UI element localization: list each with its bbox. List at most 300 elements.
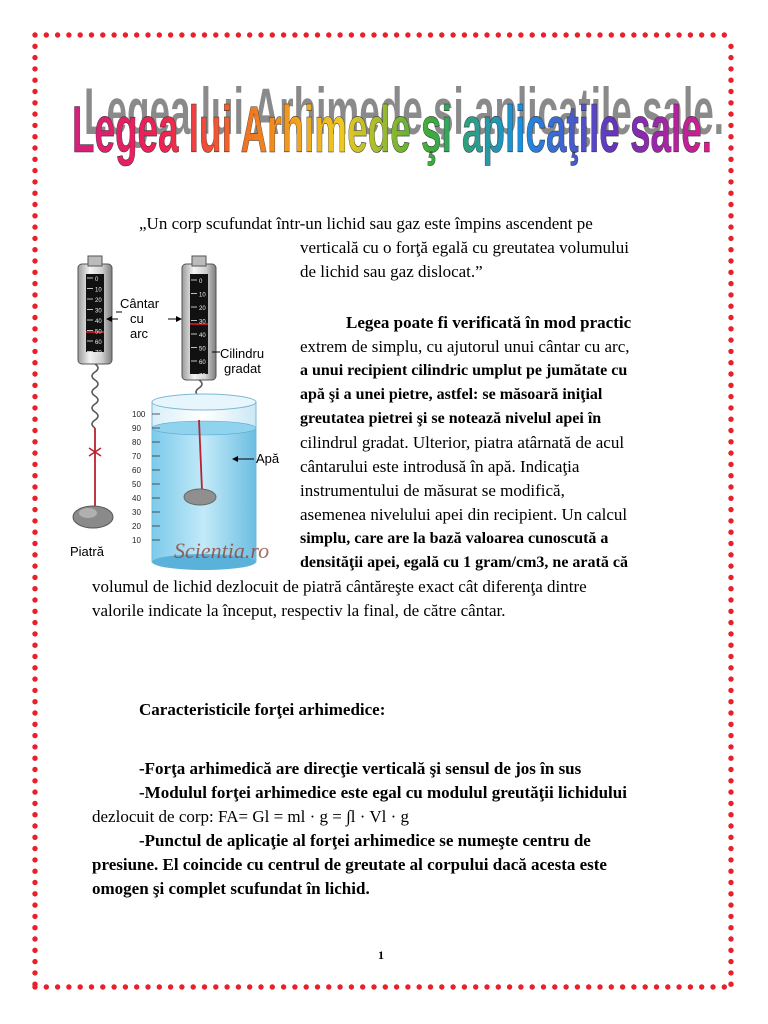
border-dot: [676, 32, 681, 37]
border-dot: [728, 925, 733, 930]
border-dot: [32, 575, 37, 580]
border-dot: [496, 984, 501, 989]
border-dot: [32, 756, 37, 761]
border-dot: [32, 846, 37, 851]
scale-tick-label: 60: [199, 360, 206, 366]
border-dot: [32, 473, 37, 478]
border-dot: [78, 32, 83, 37]
border-dot: [473, 984, 478, 989]
border-dot: [575, 32, 580, 37]
border-dot: [405, 32, 410, 37]
border-dot: [32, 66, 37, 71]
border-dot: [32, 586, 37, 591]
paragraph-line: apă şi a unei pietre, astfel: se măsoară iniţial: [300, 386, 603, 403]
border-dot: [728, 258, 733, 263]
border-dot: [728, 801, 733, 806]
border-dot: [450, 32, 455, 37]
cylinder-tick-label: 30: [132, 508, 141, 517]
border-dot: [349, 984, 354, 989]
border-dot: [473, 32, 478, 37]
paragraph-line: densităţii apei, egală cu 1 gram/cm3, ne arată că: [300, 554, 628, 571]
border-dot: [484, 32, 489, 37]
border-dot: [32, 676, 37, 681]
border-dot: [134, 984, 139, 989]
border-dot: [32, 970, 37, 975]
border-dot: [32, 32, 37, 37]
border-dot: [728, 982, 733, 987]
border-dot: [728, 688, 733, 693]
scale-tick-label: 20: [95, 298, 102, 304]
border-dot: [728, 541, 733, 546]
border-dot: [32, 609, 37, 614]
border-dot: [541, 32, 546, 37]
border-dot: [179, 984, 184, 989]
border-dot: [728, 563, 733, 568]
border-dot: [44, 984, 49, 989]
border-dot: [32, 417, 37, 422]
border-dot: [32, 982, 37, 987]
border-dot: [728, 360, 733, 365]
border-dot: [728, 236, 733, 241]
scale-tick-label: 30: [199, 319, 206, 326]
border-dot: [32, 292, 37, 297]
border-dot: [32, 462, 37, 467]
paragraph-line: asemenea nivelului apei din recipient. Un calcul: [300, 505, 628, 524]
border-dot: [728, 609, 733, 614]
border-dot: [728, 111, 733, 116]
border-dot: [32, 202, 37, 207]
border-dot: [654, 32, 659, 37]
border-dot: [32, 428, 37, 433]
border-dot: [609, 32, 614, 37]
border-dot: [417, 32, 422, 37]
border-dot: [32, 936, 37, 941]
border-dot: [728, 654, 733, 659]
page-title-text: Legea lui Arhimede şi aplicaţile sale.: [72, 92, 713, 166]
border-dot: [258, 32, 263, 37]
border-dot: [728, 224, 733, 229]
border-dot: [32, 55, 37, 60]
border-dot: [728, 145, 733, 150]
border-dot: [728, 168, 733, 173]
border-dot: [32, 258, 37, 263]
border-dot: [89, 32, 94, 37]
border-dot: [55, 984, 60, 989]
border-dot: [349, 32, 354, 37]
border-dot: [32, 439, 37, 444]
border-dot: [360, 32, 365, 37]
border-dot: [462, 984, 467, 989]
border-dot: [32, 450, 37, 455]
border-dot: [586, 984, 591, 989]
border-dot: [728, 326, 733, 331]
border-dot: [32, 337, 37, 342]
border-dot: [728, 914, 733, 919]
border-dot: [643, 984, 648, 989]
border-dot: [728, 959, 733, 964]
border-dot: [699, 32, 704, 37]
border-dot: [32, 100, 37, 105]
border-dot: [496, 32, 501, 37]
cylinder-tick-label: 50: [132, 480, 141, 489]
border-dot: [728, 507, 733, 512]
border-dot: [32, 224, 37, 229]
border-dot: [462, 32, 467, 37]
border-dot: [728, 869, 733, 874]
border-dot: [315, 32, 320, 37]
border-dot: [728, 710, 733, 715]
border-dot: [643, 32, 648, 37]
border-dot: [32, 78, 37, 83]
border-dot: [32, 349, 37, 354]
border-dot: [728, 530, 733, 535]
border-dot: [728, 789, 733, 794]
paragraph-line: cântarului este introdusă în apă. Indicaţia: [300, 457, 580, 476]
border-dot: [439, 32, 444, 37]
scale-tick-label: 50: [199, 346, 206, 353]
border-dot: [394, 984, 399, 989]
border-dot: [728, 620, 733, 625]
border-dot: [32, 123, 37, 128]
border-dot: [32, 213, 37, 218]
quote-line-2: verticală cu o forţă egală cu greutatea volumului: [300, 238, 629, 257]
border-dot: [728, 394, 733, 399]
border-dot: [89, 984, 94, 989]
border-dot: [728, 676, 733, 681]
scale-tick-label: 60: [95, 340, 102, 346]
paragraph-line: a unui recipient cilindric umplut pe jumătate cu: [300, 362, 628, 379]
border-dot: [32, 914, 37, 919]
border-dot: [326, 32, 331, 37]
label-cilindru: Cilindru: [220, 346, 265, 361]
border-dot: [32, 247, 37, 252]
border-dot: [236, 32, 241, 37]
border-dot: [728, 744, 733, 749]
border-dot: [530, 984, 535, 989]
page-number: 1: [378, 948, 384, 962]
border-dot: [32, 552, 37, 557]
border-dot: [32, 902, 37, 907]
border-dot: [191, 984, 196, 989]
border-dot: [224, 984, 229, 989]
border-dot: [728, 846, 733, 851]
border-dot: [728, 733, 733, 738]
border-dot: [728, 665, 733, 670]
border-dot: [597, 984, 602, 989]
border-dot: [32, 484, 37, 489]
border-dot: [631, 32, 636, 37]
border-dot: [315, 984, 320, 989]
border-dot: [304, 984, 309, 989]
border-dot: [728, 371, 733, 376]
border-dot: [722, 32, 727, 37]
scale-tick-label: 40: [95, 319, 102, 325]
border-dot: [32, 530, 37, 535]
border-dot: [728, 699, 733, 704]
border-dot: [575, 984, 580, 989]
border-dot: [32, 145, 37, 150]
border-dot: [337, 984, 342, 989]
scale-tick-label: 0: [95, 277, 99, 283]
label-apa: Apă: [256, 451, 280, 466]
border-dot: [552, 32, 557, 37]
border-dot: [518, 984, 523, 989]
border-dot: [32, 281, 37, 286]
border-dot: [32, 733, 37, 738]
border-dot: [728, 270, 733, 275]
border-dot: [32, 925, 37, 930]
border-dot: [32, 801, 37, 806]
border-dot: [32, 518, 37, 523]
border-dot: [665, 984, 670, 989]
border-dot: [32, 179, 37, 184]
border-dot: [32, 157, 37, 162]
border-dot: [620, 984, 625, 989]
border-dot: [32, 541, 37, 546]
border-dot: [32, 880, 37, 885]
border-dot: [722, 984, 727, 989]
border-dot: [247, 984, 252, 989]
border-dot: [32, 315, 37, 320]
border-dot: [728, 78, 733, 83]
border-dot: [699, 984, 704, 989]
border-dot: [428, 32, 433, 37]
border-dot: [728, 597, 733, 602]
paragraph-line: volumul de lichid dezlocuit de piatră cântăreşte exact cât diferenţa dintre: [92, 577, 587, 596]
border-dot: [32, 496, 37, 501]
border-dot: [728, 575, 733, 580]
border-dot: [32, 597, 37, 602]
border-dot: [728, 428, 733, 433]
border-dot: [55, 32, 60, 37]
border-dot: [32, 371, 37, 376]
border-dot: [111, 32, 116, 37]
border-dot: [728, 315, 733, 320]
border-dot: [179, 32, 184, 37]
border-dot: [728, 417, 733, 422]
border-dot: [270, 984, 275, 989]
border-dot: [111, 984, 116, 989]
svg-text:Legea lui Arhimede şi aplicaţi: Legea lui Arhimede şi aplicaţile sale.: [84, 74, 724, 148]
cylinder-tick-label: 40: [132, 494, 141, 503]
cylinder-tick-label: 90: [132, 424, 141, 433]
label-cantar: arc: [130, 326, 149, 341]
border-dot: [213, 32, 218, 37]
border-dot: [728, 304, 733, 309]
border-dot: [563, 984, 568, 989]
border-dot: [586, 32, 591, 37]
border-dot: [145, 984, 150, 989]
border-dot: [32, 710, 37, 715]
quote-line-3: de lichid sau gaz dislocat.”: [300, 262, 483, 281]
border-dot: [168, 32, 173, 37]
border-dot: [728, 281, 733, 286]
border-dot: [100, 984, 105, 989]
border-dot: [78, 984, 83, 989]
border-dot: [728, 179, 733, 184]
scientia-watermark: Scientia.ro: [174, 538, 270, 563]
border-dot: [32, 44, 37, 49]
cylinder-tick-label: 10: [132, 536, 141, 545]
cylinder-tick-label: 80: [132, 438, 141, 447]
border-dot: [145, 32, 150, 37]
spring-scale-left: [73, 256, 113, 528]
cylinder-tick-label: 100: [132, 410, 146, 419]
border-dot: [728, 496, 733, 501]
border-dot: [134, 32, 139, 37]
border-dot: [597, 32, 602, 37]
border-dot: [371, 32, 376, 37]
border-dot: [728, 439, 733, 444]
border-dot: [728, 756, 733, 761]
border-dot: [728, 891, 733, 896]
border-dot: [157, 984, 162, 989]
border-dot: [728, 123, 733, 128]
border-dot: [507, 32, 512, 37]
border-dot: [32, 191, 37, 196]
border-dot: [123, 32, 128, 37]
border-dot: [32, 948, 37, 953]
border-dot: [728, 857, 733, 862]
border-dot: [32, 699, 37, 704]
border-dot: [728, 823, 733, 828]
border-dot: [32, 360, 37, 365]
border-dot: [728, 202, 733, 207]
border-dot: [32, 812, 37, 817]
characteristic-line: omogen şi complet scufundat în lichid.: [92, 879, 370, 898]
border-dot: [281, 984, 286, 989]
border-dot: [32, 383, 37, 388]
border-dot: [44, 32, 49, 37]
border-dot: [728, 835, 733, 840]
border-dot: [728, 880, 733, 885]
label-cilindru: gradat: [224, 361, 261, 376]
scale-tick-label: 70: [95, 350, 102, 357]
border-dot: [728, 134, 733, 139]
border-dot: [728, 405, 733, 410]
border-dot: [100, 32, 105, 37]
border-dot: [728, 552, 733, 557]
cylinder-tick-label: 60: [132, 466, 141, 475]
border-dot: [32, 168, 37, 173]
label-cantar: Cântar: [120, 296, 160, 311]
scale-tick-label: 70: [199, 373, 206, 380]
border-dot: [32, 789, 37, 794]
characteristic-line: -Punctul de aplicaţie al forţei arhimedice se numeşte centru de: [139, 831, 591, 850]
border-dot: [450, 984, 455, 989]
border-dot: [728, 450, 733, 455]
border-dot: [337, 32, 342, 37]
border-dot: [728, 586, 733, 591]
border-dot: [32, 767, 37, 772]
border-dot: [213, 984, 218, 989]
border-dot: [371, 984, 376, 989]
paragraph-line: Legea poate fi verificată în mod practic: [346, 313, 632, 332]
label-piatra: Piatră: [70, 544, 104, 559]
border-dot: [676, 984, 681, 989]
border-dot: [360, 984, 365, 989]
scale-tick-label: 20: [199, 306, 206, 312]
border-dot: [123, 984, 128, 989]
border-dot: [157, 32, 162, 37]
border-dot: [484, 984, 489, 989]
border-dot: [439, 984, 444, 989]
border-dot: [32, 688, 37, 693]
border-dot: [728, 349, 733, 354]
border-dot: [563, 32, 568, 37]
border-dot: [728, 337, 733, 342]
border-dot: [32, 111, 37, 116]
border-dot: [541, 984, 546, 989]
border-dot: [383, 984, 388, 989]
border-dot: [428, 984, 433, 989]
border-dot: [32, 405, 37, 410]
border-dot: [281, 32, 286, 37]
border-dot: [191, 32, 196, 37]
scale-tick-label: 0: [199, 279, 203, 285]
border-dot: [728, 518, 733, 523]
border-dot: [728, 66, 733, 71]
border-dot: [710, 984, 715, 989]
border-dot: [32, 563, 37, 568]
border-dot: [710, 32, 715, 37]
border-dot: [728, 100, 733, 105]
border-dot: [728, 484, 733, 489]
border-dot: [202, 984, 207, 989]
characteristic-line: dezlocuit de corp: FA= Gl = ml · g = ∫l · Vl · g: [92, 807, 410, 826]
border-dot: [32, 744, 37, 749]
border-dot: [728, 292, 733, 297]
border-dot: [32, 631, 37, 636]
border-dot: [32, 236, 37, 241]
border-dot: [417, 984, 422, 989]
border-dot: [32, 891, 37, 896]
border-dot: [32, 326, 37, 331]
border-dot: [292, 984, 297, 989]
border-dot: [32, 304, 37, 309]
border-dot: [728, 902, 733, 907]
border-dot: [688, 32, 693, 37]
page-title: [64, 64, 724, 174]
border-dot: [66, 32, 71, 37]
border-dot: [728, 213, 733, 218]
border-dot: [688, 984, 693, 989]
border-dot: [236, 984, 241, 989]
border-dot: [728, 383, 733, 388]
paragraph-line: valorile indicate la început, respectiv la final, de către cântar.: [92, 601, 506, 620]
border-dot: [32, 778, 37, 783]
border-dot: [66, 984, 71, 989]
scale-tick-label: 50: [95, 329, 102, 336]
border-dot: [32, 665, 37, 670]
scale-tick-label: 10: [95, 287, 102, 294]
paragraph-line: cilindrul gradat. Ulterior, piatra atârnată de acul: [300, 433, 625, 452]
border-dot: [32, 857, 37, 862]
border-dot: [405, 984, 410, 989]
border-dot: [32, 869, 37, 874]
border-dot: [728, 722, 733, 727]
cylinder-tick-label: 20: [132, 522, 141, 531]
border-dot: [552, 984, 557, 989]
border-dot: [394, 32, 399, 37]
border-dot: [530, 32, 535, 37]
border-dot: [224, 32, 229, 37]
border-dot: [728, 89, 733, 94]
border-dot: [631, 984, 636, 989]
border-dot: [728, 812, 733, 817]
border-dot: [326, 984, 331, 989]
border-dot: [383, 32, 388, 37]
